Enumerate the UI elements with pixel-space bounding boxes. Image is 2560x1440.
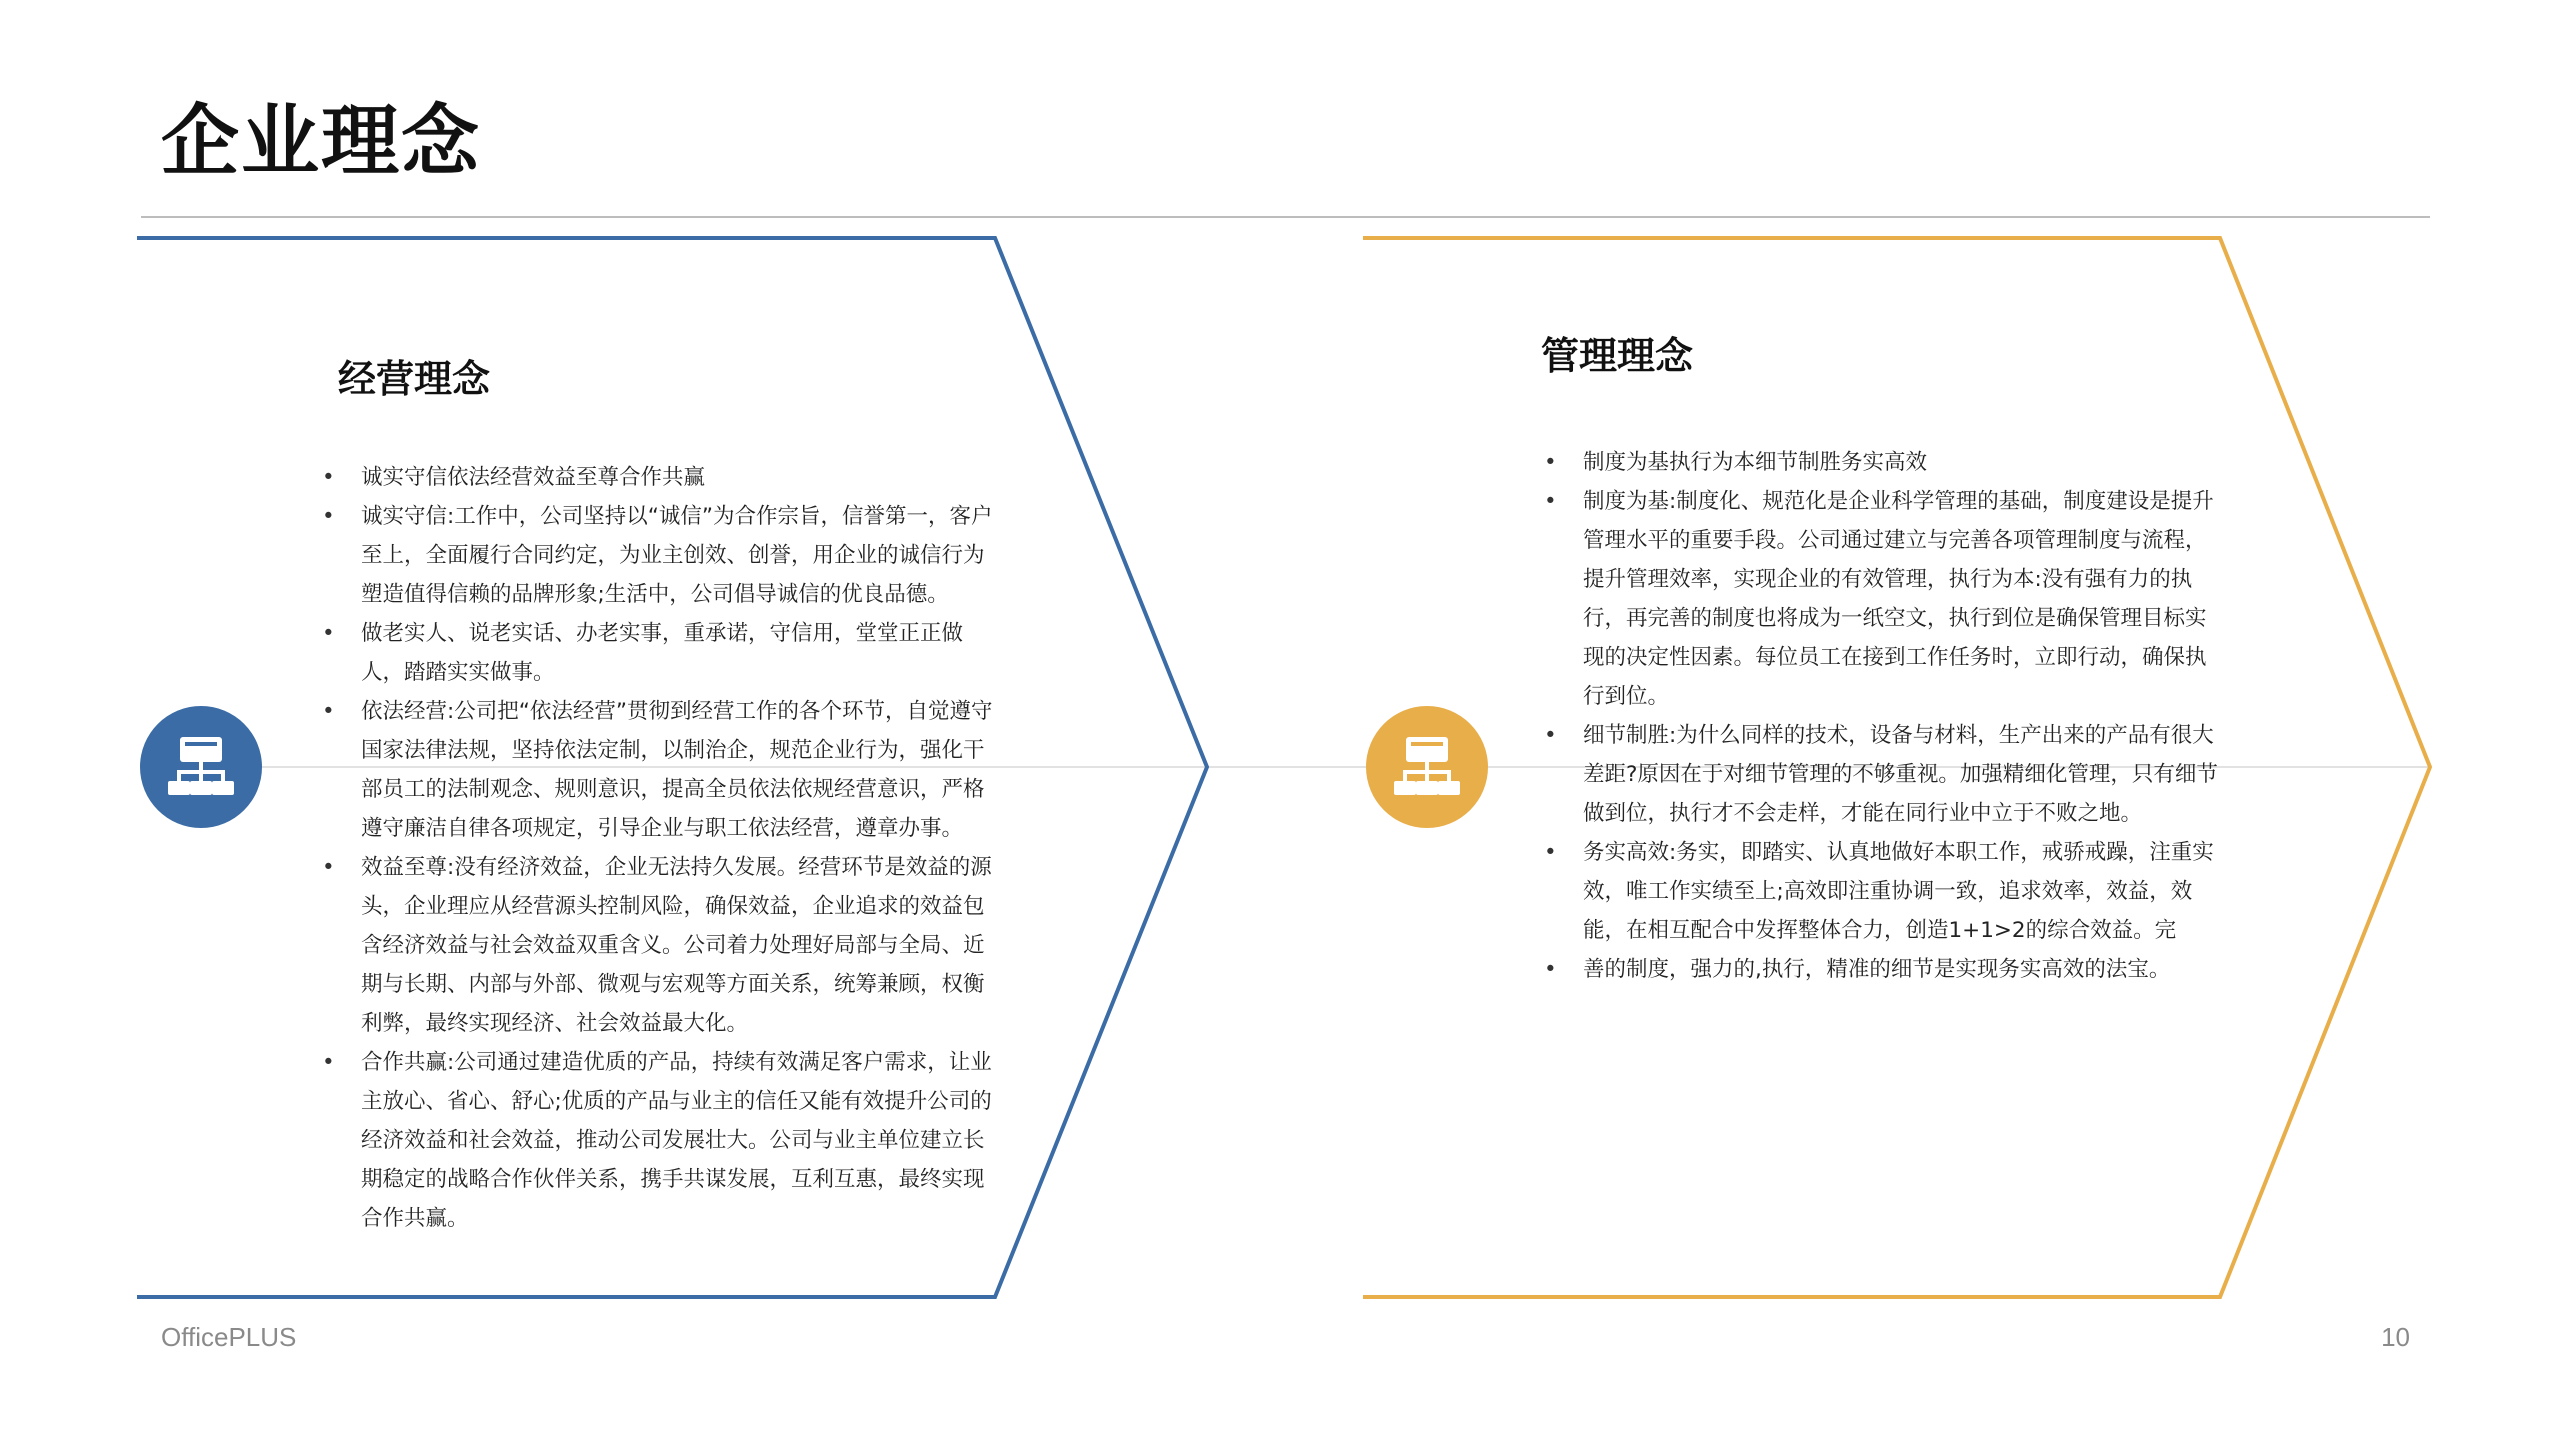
left-panel-heading: 经营理念 — [338, 357, 491, 401]
list-item: • 制度为基:制度化、规范化是企业科学管理的基础，制度建设是提升管理水平的重要手段。公司通过建立与完善各项管理制度与流程，提升管理效率，实现企业的有效管理，执行为本:没有强有力的执行，再完善的制度也将成为一纸空文，执行到位是确保管理目标实现的决定性因素。每位员工在接到工作任务时，立即行动，确保执行到位。 — [1544, 482, 2220, 716]
list-item: • 效益至尊:没有经济效益，企业无法持久发展。经营环节是效益的源头，企业理应从经营源头控制风险，确保效益，企业追求的效益包含经济效益与社会效益双重含义。公司着力处理好局部与全局、近期与长期、内部与外部、微观与宏观等方面关系，统筹兼顾，权衡利弊，最终实现经济、社会效益最大化。 — [322, 848, 998, 1043]
list-item: • 合作共赢:公司通过建造优质的产品，持续有效满足客户需求，让业主放心、省心、舒心;优质的产品与业主的信任又能有效提升公司的经济效益和社会效益，推动公司发展壮大。公司与业主单位建立长期稳定的战略合作伙伴关系，携手共谋发展，互利互惠，最终实现合作共赢。 — [322, 1043, 998, 1238]
network-hierarchy-icon — [140, 706, 262, 828]
list-item: • 细节制胜:为什么同样的技术，设备与材料，生产出来的产品有很大差距?原因在于对细节管理的不够重视。加强精细化管理，只有细节做到位，执行才不会走样，才能在同行业中立于不败之地。 — [1544, 716, 2220, 833]
footer-brand: OfficePLUS — [161, 1322, 297, 1352]
list-item: • 善的制度，强力的,执行，精准的细节是实现务实高效的法宝。 — [1544, 950, 2220, 989]
list-item: • 依法经营:公司把“依法经营”贯彻到经营工作的各个环节，自觉遵守国家法律法规，坚持依法定制，以制治企，规范企业行为，强化干部员工的法制观念、规则意识，提高全员依法依规经营意识，严格遵守廉洁自律各项规定，引导企业与职工依法经营，遵章办事。 — [322, 692, 998, 848]
list-item: • 诚实守信:工作中，公司坚持以“诚信”为合作宗旨，信誉第一，客户至上，全面履行合同约定，为业主创效、创誉，用企业的诚信行为塑造值得信赖的品牌形象;生活中，公司倡导诚信的优良品德。 — [322, 497, 998, 614]
title-divider — [141, 216, 2430, 218]
right-panel-heading: 管理理念 — [1541, 334, 1694, 378]
right-panel-bullets — [1544, 443, 2220, 989]
right-icon-badge — [1366, 706, 1488, 828]
page-number: 10 — [2381, 1322, 2410, 1352]
left-icon-badge — [140, 706, 262, 828]
network-hierarchy-icon — [1366, 706, 1488, 828]
list-item: • 做老实人、说老实话、办老实事，重承诺，守信用，堂堂正正做人，踏踏实实做事。 — [322, 614, 998, 692]
list-item: • 诚实守信依法经营效益至尊合作共赢 — [322, 458, 998, 497]
list-item: • 务实高效:务实，即踏实、认真地做好本职工作，戒骄戒躁，注重实效，唯工作实绩至上;高效即注重协调一致，追求效率，效益，效能，在相互配合中发挥整体合力，创造1+1>2的综合效益。完 — [1544, 833, 2220, 950]
left-panel-bullets — [322, 458, 998, 1238]
slide-title: 企业理念 — [161, 97, 482, 187]
list-item: • 制度为基执行为本细节制胜务实高效 — [1544, 443, 2220, 482]
